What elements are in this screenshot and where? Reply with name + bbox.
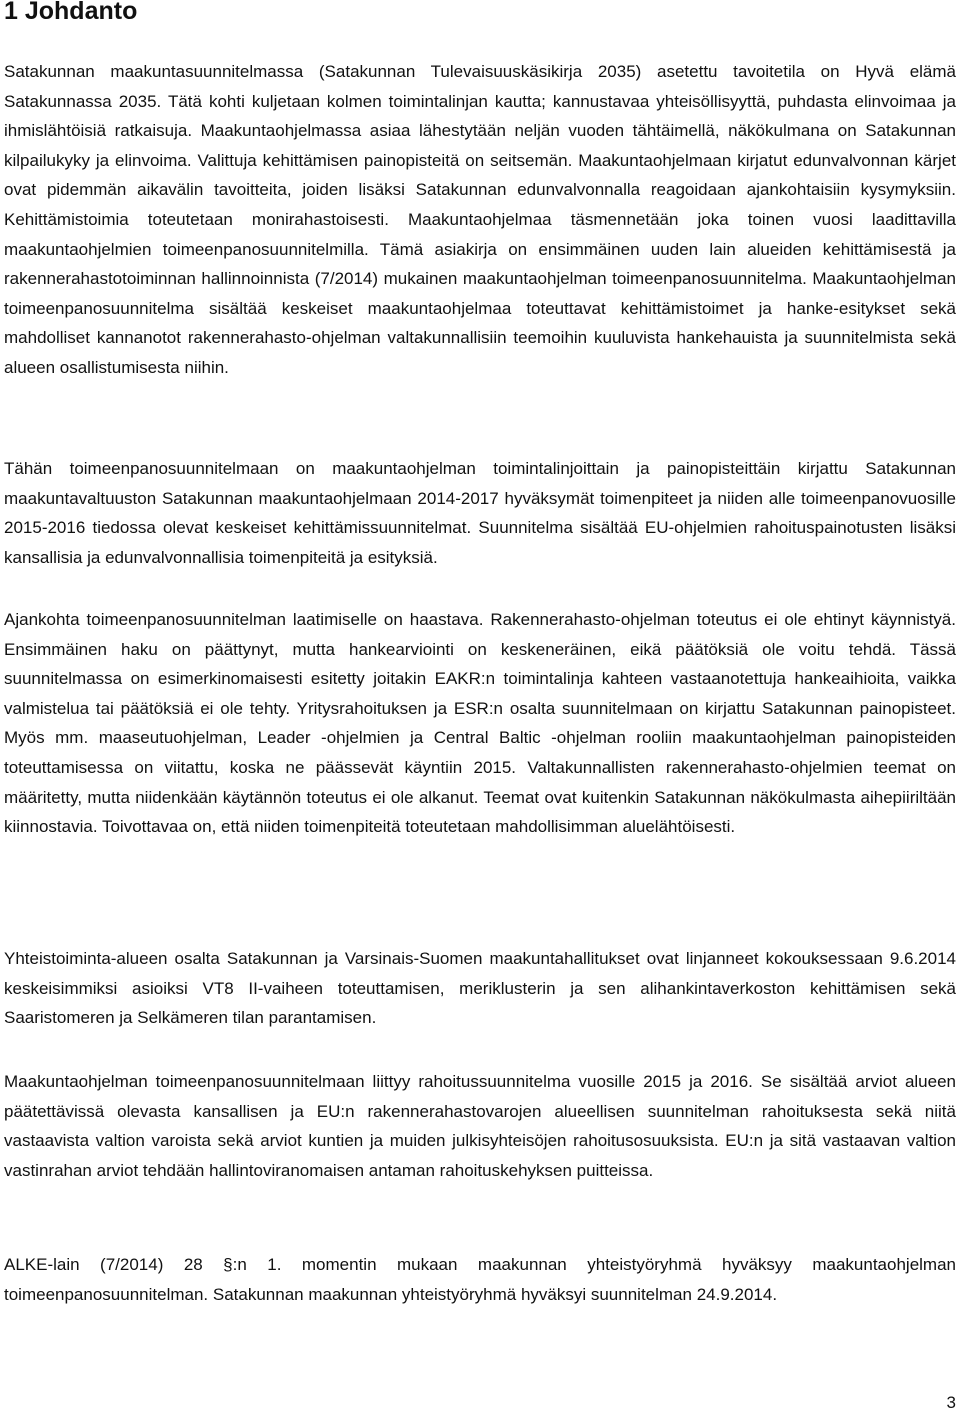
section-heading: 1 Johdanto	[4, 0, 138, 25]
paragraph-timing: Ajankohta toimeenpanosuunnitelman laatimiselle on haastava. Rakennerahasto-ohjelman toteutus ei ole ehtinyt käynnistyä. Ensimmäinen haku on päättynyt, mutta hankearviointi on keskeneräinen, eikä päätöksiä ole voitu tehdä. Tässä suunnitelmassa on esimerkinomaisesti esitetty joitakin EAKR:n toimintalinja kahteen vastaanotettuja hankeaihioita, vaikka valmistelua tai päätöksiä ei ole tehty. Yritysrahoituksen ja ESR:n osalta suunnitelmaan on kirjattu Satakunnan painopisteet. Myös mm. maaseutuohjelman, Leader -ohjelmien ja Central Baltic -ohjelman rooliin maakuntaohjelman painopisteiden toteuttamisessa on viitattu, koska ne päässevät käyntiin 2015. Valtakunnallisten rakennerahasto-ohjelmien teemat on määritetty, mutta niidenkään käytännön toteutus ei ole alkanut. Teemat ovat kuitenkin Satakunnan näkökulmasta aihepiiriltään kiinnostavia. Toivottavaa on, että niiden toimenpiteitä toteutetaan mahdollisimman aluelähtöisesti.	[4, 610, 956, 837]
page-number: 3	[946, 1393, 956, 1412]
paragraph-approval: ALKE-lain (7/2014) 28 §:n 1. momentin mukaan maakunnan yhteistyöryhmä hyväksyy maakuntaohjelman toimeenpanosuunnitelman. Satakunnan maakunnan yhteistyöryhmä hyväksyi suunnitelman 24.9.2014.	[4, 1255, 956, 1304]
paragraph-cooperation-area: Yhteistoiminta-alueen osalta Satakunnan ja Varsinais-Suomen maakuntahallitukset ovat linjanneet kokouksessaan 9.6.2014 keskeisimmiksi asioiksi VT8 II-vaiheen toteuttamisen, meriklusterin ja sen alihankintaverkoston kehittämisen sekä Saaristomeren ja Selkämeren tilan parantamisen.	[4, 949, 956, 1028]
paragraph-implementation-plan: Tähän toimeenpanosuunnitelmaan on maakuntaohjelman toimintalinjoittain ja painopisteittäin kirjattu Satakunnan maakuntavaltuuston Satakunnan maakuntaohjelmaan 2014-2017 hyväksymät toimenpiteet ja niiden alle toimeenpanovuosille 2015-2016 tiedossa olevat keskeiset kehittämissuunnitelmat. Suunnitelma sisältää EU-ohjelmien rahoituspainotusten lisäksi kansallisia ja edunvalvonnallisia toimenpiteitä ja esityksiä.	[4, 459, 956, 567]
paragraph-financing-plan: Maakuntaohjelman toimeenpanosuunnitelmaan liittyy rahoitussuunnitelma vuosille 2015 ja 2016. Se sisältää arviot alueen päätettävissä olevasta kansallisen ja EU:n rakennerahastovarojen alueellisen suunnitelman rahoituksesta sekä niitä vastaavista valtion varoista sekä arviot kuntien ja muiden julkisyhteisöjen rahoitusosuuksista. EU:n ja sitä vastaavan valtion vastinrahan arviot tehdään hallintoviranomaisen antaman rahoituskehyksen puitteissa.	[4, 1072, 956, 1180]
paragraph-introduction: Satakunnan maakuntasuunnitelmassa (Satakunnan Tulevaisuuskäsikirja 2035) asetettu tavoitetila on Hyvä elämä Satakunnassa 2035. Tätä kohti kuljetaan kolmen toimintalinjan kautta; kannustavaa yhteisöllisyyttä, puhdasta elinvoimaa ja ihmislähtöisiä ratkaisuja. Maakuntaohjelmassa asiaa lähestytään neljän vuoden tähtäimellä, näkökulmana on Satakunnan kilpailukyky ja elinvoima. Valittuja kehittämisen painopisteitä on seitsemän. Maakuntaohjelmaan kirjatut edunvalvonnan kärjet ovat pidemmän aikavälin tavoitteita, joiden lisäksi Satakunnan edunvalvonnalla reagoidaan ajankohtaisiin kysymyksiin. Kehittämistoimia toteutetaan monirahastoisesti. Maakuntaohjelmaa täsmennetään joka toinen vuosi laadittavilla maakuntaohjelmien toimeenpanosuunnitelmilla. Tämä asiakirja on ensimmäinen uuden lain alueiden kehittämisestä ja rakennerahastotoiminnan hallinnoinnista (7/2014) mukainen maakuntaohjelman toimeenpanosuunnitelma. Maakuntaohjelman toimeenpanosuunnitelma sisältää keskeiset maakuntaohjelmaa toteuttavat kehittämistoimet ja hanke-esitykset sekä mahdolliset kannanotot rakennerahasto-ohjelman valtakunnallisiin teemoihin kuuluvista hankehauista ja suunnitelmista sekä alueen osallistumisesta niihin.	[4, 62, 956, 377]
